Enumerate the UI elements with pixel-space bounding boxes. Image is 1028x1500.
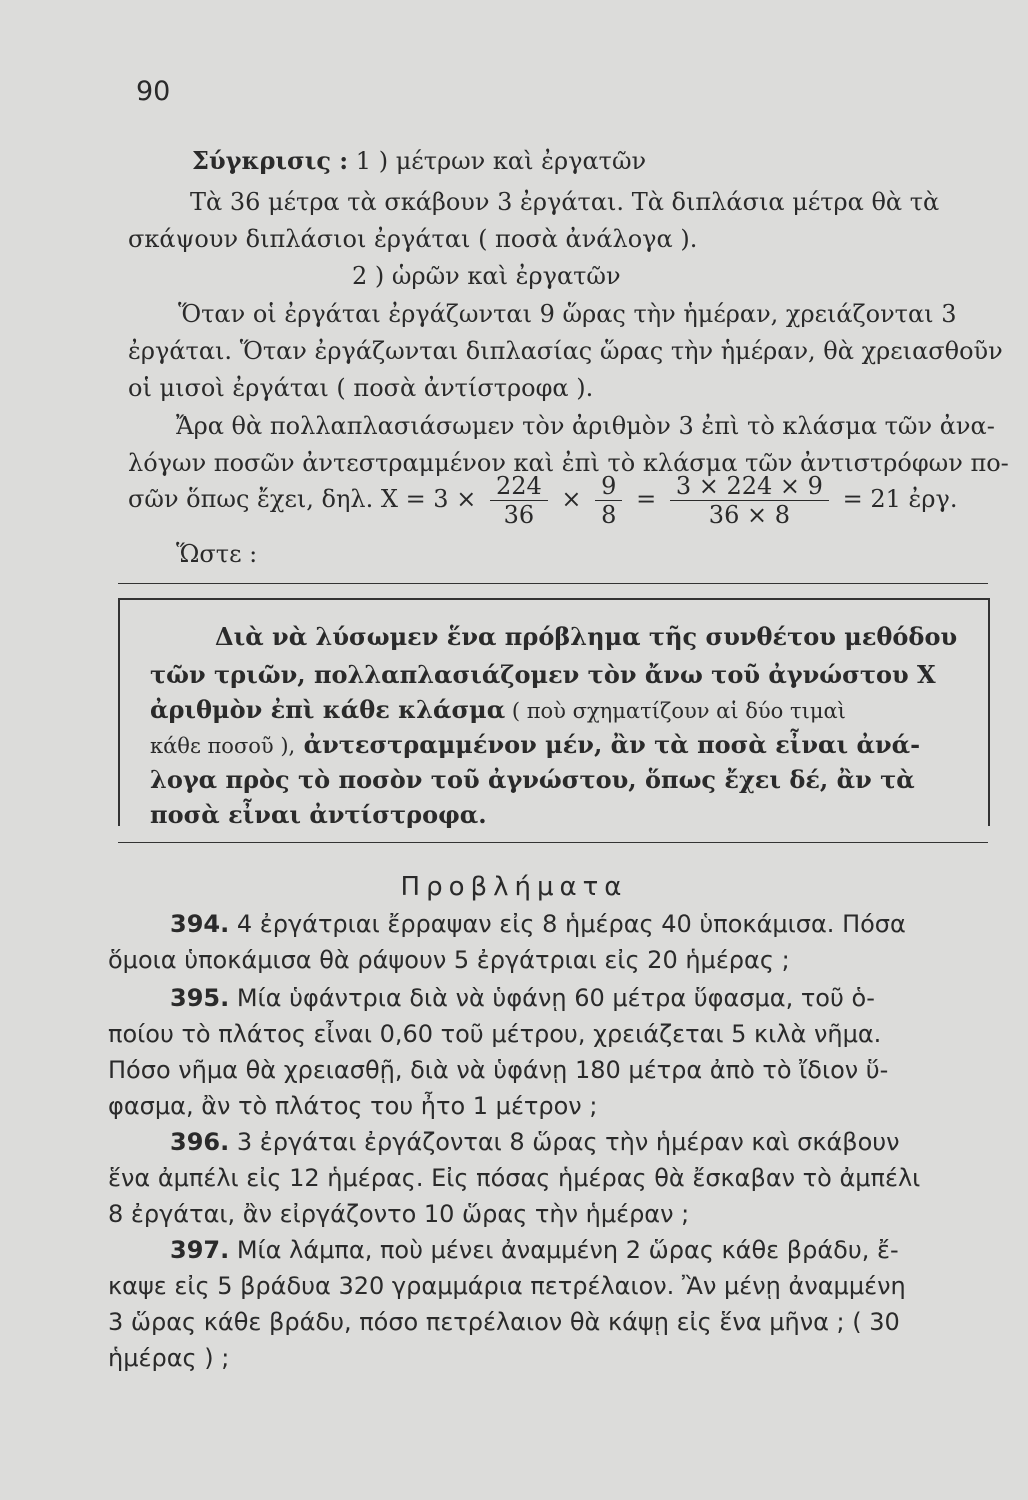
comparison-line-3: Ὅταν οἱ ἐργάται ἐργάζωνται 9 ὥρας τὴν ἡμέραν, χρειάζονται 3 [178,300,957,328]
problem-number: 396. [170,1128,230,1156]
rule-line-2: τῶν τριῶν, πολλαπλασιάζομεν τὸν ἄνω τοῦ ἀγνώστου X [150,660,936,689]
problem-396-line-2: ἕνα ἀμπέλι εἰς 12 ἡμέρας. Εἰς πόσας ἡμέρας θὰ ἔσκαβαν τὸ ἀμπέλι [108,1164,921,1192]
fraction-9-8 [595,472,622,529]
problem-397 [108,1236,899,1264]
comparison-line-6: Ἄρα θὰ πολλαπλασιάσωμεν τὸν ἀριθμὸν 3 ἐπὶ τὸ κλάσμα τῶν ἀνα- [176,412,995,440]
comparison-line-1: Τὰ 36 μέτρα τὰ σκάβουν 3 ἐργάται. Τὰ διπλάσια μέτρα θὰ τὰ [190,188,940,216]
rule-top-divider [118,583,988,584]
comparison-line-5: οἱ μισοὶ ἐργάται ( ποσὰ ἀντίστροφα ). [128,374,594,402]
problem-395-line-2: ποίου τὸ πλάτος εἶναι 0,60 τοῦ μέτρου, χρειάζεται 5 κιλὰ νῆμα. [108,1020,882,1048]
fraction-224-36 [490,472,548,529]
comparison-heading [192,146,646,175]
fraction-denominator: 8 [601,501,617,529]
problem-number: 394. [170,910,230,938]
problem-395-line-4: φασμα, ἂν τὸ πλάτος του ἦτο 1 μέτρον ; [108,1092,598,1120]
formula-prefix: σῶν ὅπως ἔχει, δηλ. X = 3 × [128,485,477,513]
rule-line-6: ποσὰ εἶναι ἀντίστροφα. [150,800,487,829]
fraction-numerator: 9 [595,472,622,501]
problem-396 [108,1128,900,1156]
formula [128,472,957,529]
rule-line-3-bold: ἀριθμὸν ἐπὶ κάθε κλάσμα [150,695,506,724]
problem-text: 3 ἐργάται ἐργάζονται 8 ὥρας τὴν ἡμέραν καὶ σκάβουν [229,1128,900,1156]
comparison-heading-rest: 1 ) μέτρων καὶ ἐργατῶν [348,147,647,175]
equals-sign: = [636,485,657,513]
formula-result: = 21 ἐργ. [842,485,958,513]
rule-line-4 [150,730,920,759]
fraction-combined [670,472,829,529]
problem-text: Μία ὑφάντρια διὰ νὰ ὑφάνῃ 60 μέτρα ὕφασμα, τοῦ ὁ- [229,984,875,1012]
problem-395 [108,984,875,1012]
problem-395-line-3: Πόσο νῆμα θὰ χρειασθῇ, διὰ νὰ ὑφάνῃ 180 μέτρα ἀπὸ τὸ ἴδιον ὕ- [108,1056,889,1084]
problem-text: Μία λάμπα, ποὺ μένει ἀναμμένη 2 ὥρας κάθε βράδυ, ἔ- [229,1236,899,1264]
comparison-line-2: σκάψουν διπλάσιοι ἐργάται ( ποσὰ ἀνάλογα ). [128,225,698,253]
problem-397-line-2: καψε εἰς 5 βράδυα 320 γραμμάρια πετρέλαιον. Ἂν μένῃ ἀναμμένη [108,1272,906,1300]
problem-397-line-4: ἡμέρας ) ; [108,1344,230,1372]
fraction-numerator: 224 [490,472,548,501]
rule-line-5: λογα πρὸς τὸ ποσὸν τοῦ ἀγνώστου, ὅπως ἔχει δέ, ἂν τὰ [150,765,915,794]
fraction-denominator: 36 × 8 [708,501,790,529]
problems-title: Προβλήματα [400,872,628,902]
times-sign: × [561,485,582,513]
problem-number: 397. [170,1236,230,1264]
rule-line-3-normal: ( ποὺ σχηματίζουν αἱ δύο τιμαὶ [505,699,846,723]
rule-line-3 [150,695,846,724]
rule-line-4-normal: κάθε ποσοῦ ), [150,734,296,758]
rule-line-1: Διὰ νὰ λύσωμεν ἕνα πρόβλημα τῆς συνθέτου μεθόδου [215,622,958,651]
rule-bottom-divider [118,842,988,843]
problem-number: 395. [170,984,230,1012]
page-number: 90 [136,76,171,107]
comparison-label: Σύγκρισις : [192,146,349,175]
problem-396-line-3: 8 ἐργάται, ἂν εἰργάζοντο 10 ὥρας τὴν ἡμέραν ; [108,1200,690,1228]
comparison-heading-2: 2 ) ὡρῶν καὶ ἐργατῶν [352,262,621,290]
rule-line-4-bold: ἀντεστραμμένον μέν, ἂν τὰ ποσὰ εἶναι ἀνά- [295,730,921,759]
problem-394-line-2: ὅμοια ὑποκάμισα θὰ ράψουν 5 ἐργάτριαι εἰς 20 ἡμέρας ; [108,946,790,974]
fraction-numerator: 3 × 224 × 9 [670,472,829,501]
comparison-line-4: ἐργάται. Ὅταν ἐργάζωνται διπλασίας ὥρας τὴν ἡμέραν, θὰ χρειασθοῦν [128,337,1003,365]
so-label: Ὥστε : [176,540,258,568]
problem-394 [108,910,906,938]
fraction-denominator: 36 [503,501,535,529]
comparison-line-7: λόγων ποσῶν ἀντεστραμμένον καὶ ἐπὶ τὸ κλάσμα τῶν ἀντιστρόφων πο- [128,449,1009,477]
problem-397-line-3: 3 ὥρας κάθε βράδυ, πόσο πετρέλαιον θὰ κάψῃ εἰς ἕνα μῆνα ; ( 30 [108,1308,900,1336]
problem-text: 4 ἐργάτριαι ἔρραψαν εἰς 8 ἡμέρας 40 ὑποκάμισα. Πόσα [229,910,906,938]
